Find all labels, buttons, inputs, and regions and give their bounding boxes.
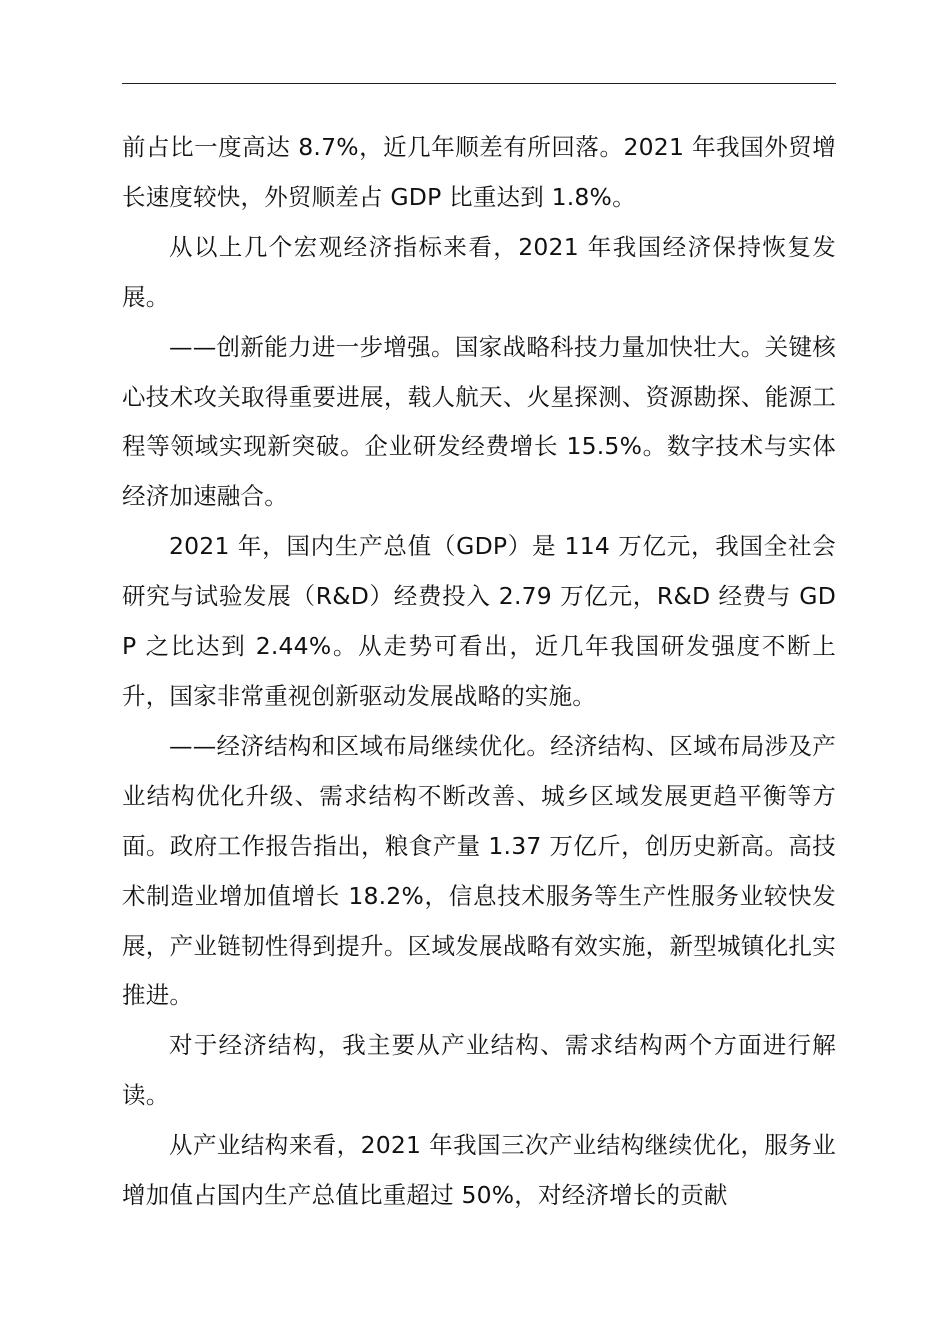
paragraph-3: ——创新能力进一步增强。国家战略科技力量加快壮大。关键核心技术攻关取得重要进展，载人航天、火星探测、资源勘探、能源工程等领域实现新突破。企业研发经费增长 15.5%。数字技术与实体经济加速融合。	[122, 332, 836, 511]
paragraph-7: 从产业结构来看，2021 年我国三次产业结构继续优化，服务业增加值占国内生产总值比重超过 50%，对经济增长的贡献	[122, 1131, 836, 1210]
header-rule	[122, 83, 836, 84]
paragraph-5: ——经济结构和区域布局继续优化。经济结构、区域布局涉及产业结构优化升级、需求结构不断改善、城乡区域发展更趋平衡等方面。政府工作报告指出，粮食产量 1.37 万亿斤，创历史新高。高技术制造业增加值增长 18.2%，信息技术服务等生产性服务业较快发展，产业链韧性得到提升。区域发展战略有效实施，新型城镇化扎实推进。	[122, 731, 836, 1010]
paragraph-2: 从以上几个宏观经济指标来看，2021 年我国经济保持恢复发展。	[122, 232, 836, 311]
document-body	[122, 123, 836, 1221]
paragraph-6: 对于经济结构，我主要从产业结构、需求结构两个方面进行解读。	[122, 1031, 836, 1110]
paragraph-4: 2021 年，国内生产总值（GDP）是 114 万亿元，我国全社会研究与试验发展（R&D）经费投入 2.79 万亿元，R&D 经费与 GDP 之比达到 2.44%。从走势可看出，近几年我国研发强度不断上升，国家非常重视创新驱动发展战略的实施。	[122, 532, 836, 710]
paragraph-1: 前占比一度高达 8.7%，近几年顺差有所回落。2021 年我国外贸增长速度较快，外贸顺差占 GDP 比重达到 1.8%。	[122, 133, 836, 211]
